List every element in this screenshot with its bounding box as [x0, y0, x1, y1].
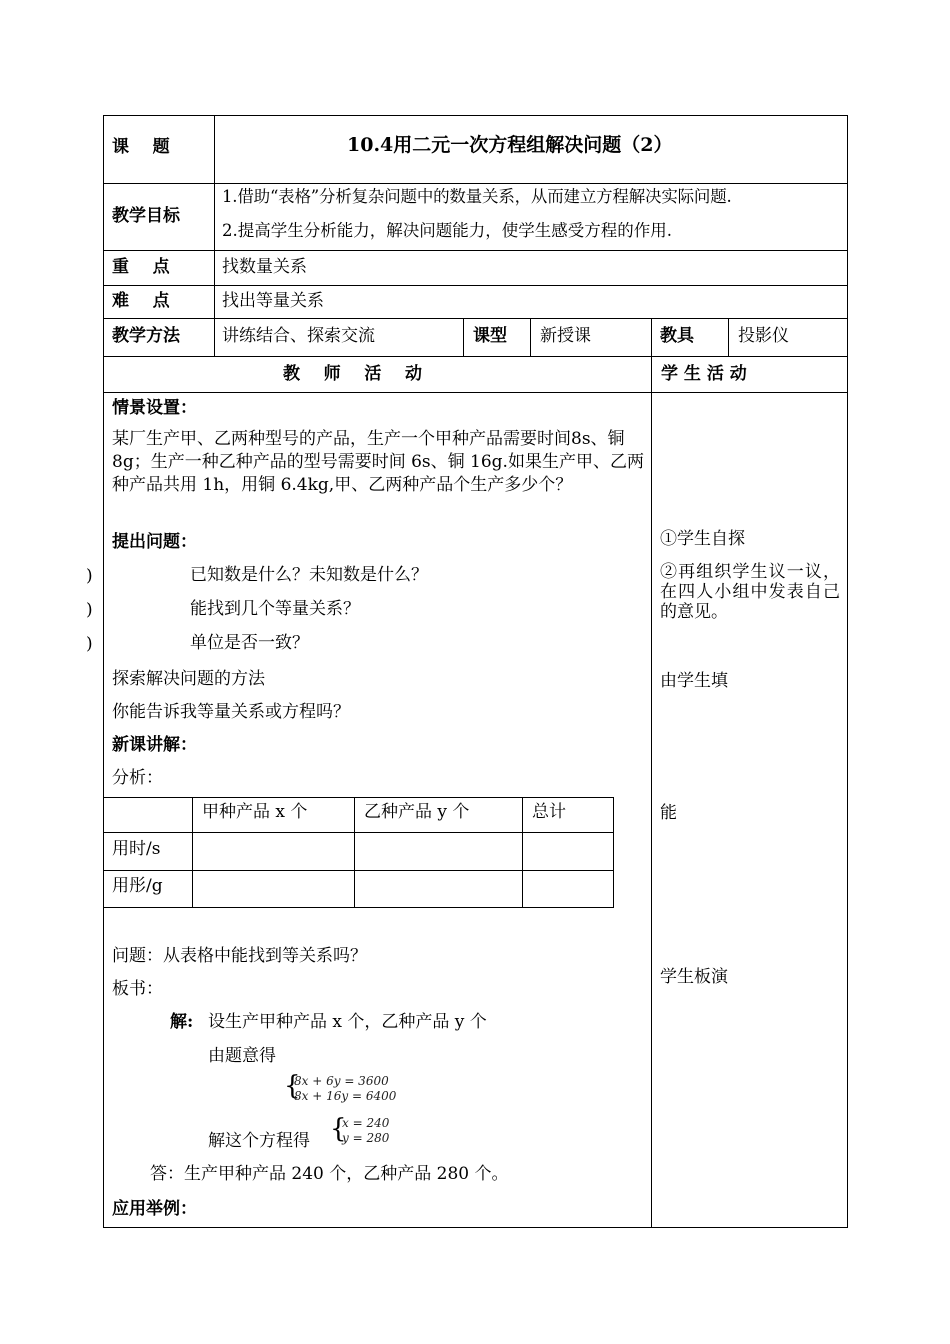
label-column-divider [214, 115, 215, 357]
student-activity-4: 能 [660, 803, 677, 823]
question-2: 能找到几个等量关系？ [190, 599, 360, 619]
explore-line-1: 探索解决问题的方法 [112, 669, 265, 689]
solution-label: 解: [170, 1012, 194, 1032]
solve-text: 解这个方程得 [208, 1131, 310, 1151]
margin-mark-2: ) [86, 600, 93, 620]
difficulty: 找出等量关系 [222, 291, 324, 311]
equation-brace-2: { [330, 1114, 347, 1144]
analysis-table-top [103, 797, 614, 798]
goal-2: 2.提高学生分析能力，解决问题能力，使学生感受方程的作用. [222, 221, 672, 240]
analysis-table-bottom [103, 907, 614, 908]
table-border-bottom [103, 1227, 848, 1228]
activity-column-divider [651, 356, 652, 1228]
method: 讲练结合、探索交流 [222, 326, 375, 346]
student-activity-2: ②再组织学生议一议，在四人小组中发表自己的意见。 [660, 562, 840, 622]
table-header-total: 总计 [532, 802, 566, 822]
analysis-table-right [613, 797, 614, 908]
analysis-table-row-2 [103, 870, 614, 871]
tools: 投影仪 [738, 326, 789, 346]
table-border-left [103, 115, 104, 1228]
row-divider-6 [103, 392, 848, 393]
student-activity-1: ①学生自探 [660, 529, 745, 549]
teacher-activity-header: 教 师 活 动 [283, 364, 423, 384]
by-problem: 由题意得 [208, 1046, 276, 1066]
solution-setup: 设生产甲种产品 x 个，乙种产品 y 个 [208, 1012, 487, 1032]
solution-y: y = 280 [342, 1131, 390, 1145]
question-3: 单位是否一致？ [190, 633, 309, 653]
table-header-product-b: 乙种产品 y 个 [364, 802, 470, 822]
analysis-table-col-3 [522, 797, 523, 908]
table-row-copper-label: 用彤/g [112, 876, 163, 896]
method-divider-1 [463, 318, 464, 357]
page-title: 10.4用二元一次方程组解决问题（2） [347, 134, 673, 156]
method-divider-4 [728, 318, 729, 357]
scene-text: 某厂生产甲、乙两种型号的产品，生产一个甲种产品需要时间8s、铜 8g；生产一种乙种产品的型号需要时间 6s、铜 16g.如果生产甲、乙两种产品共用 1h，用铜 6.4kg,甲、乙两种产品个生产多少个？ [112, 429, 644, 495]
label-method: 教学方法 [112, 326, 180, 346]
analysis-table-col-2 [354, 797, 355, 908]
student-activity-3: 由学生填 [660, 671, 728, 691]
new-lesson-heading: 新课讲解： [112, 735, 197, 755]
label-lesson-type: 课型 [473, 326, 507, 346]
method-divider-3 [651, 318, 652, 357]
label-tools: 教具 [660, 326, 694, 346]
student-activity-header: 学 生 活 动 [661, 364, 747, 384]
scene-heading: 情景设置： [112, 398, 197, 418]
label-key-point: 重 点 [112, 257, 170, 277]
equation-brace-1: { [284, 1071, 301, 1101]
label-difficulty: 难 点 [112, 291, 170, 311]
label-topic: 课 题 [112, 137, 170, 157]
analysis-label: 分析： [112, 768, 163, 788]
table-header-product-a: 甲种产品 x 个 [202, 802, 308, 822]
question-1: 已知数是什么？未知数是什么？ [190, 565, 428, 585]
question-heading: 提出问题： [112, 532, 197, 552]
key-point: 找数量关系 [222, 257, 307, 277]
label-goals: 教学目标 [112, 206, 180, 226]
analysis-table-col-1 [192, 797, 193, 908]
equation-2: 8x + 16y = 6400 [294, 1089, 397, 1103]
solution-x: x = 240 [342, 1116, 390, 1130]
analysis-table-row-1 [103, 832, 614, 833]
answer: 答：生产甲种产品 240 个，乙种产品 280 个。 [150, 1164, 509, 1184]
margin-mark-3: ) [86, 634, 93, 654]
margin-mark-1: ) [86, 566, 93, 586]
goal-1: 1.借助“表格”分析复杂问题中的数量关系，从而建立方程解决实际问题. [222, 187, 732, 206]
student-activity-5: 学生板演 [660, 967, 728, 987]
board-label: 板书： [112, 979, 163, 999]
table-row-time-label: 用时/s [112, 839, 161, 859]
lesson-type: 新授课 [540, 326, 591, 346]
equation-1: 8x + 6y = 3600 [294, 1074, 389, 1088]
application-heading: 应用举例： [112, 1199, 197, 1219]
table-question: 问题：从表格中能找到等关系吗？ [112, 946, 367, 966]
explore-line-2: 你能告诉我等量关系或方程吗？ [112, 702, 350, 722]
method-divider-2 [530, 318, 531, 357]
table-border-right [847, 115, 848, 1228]
